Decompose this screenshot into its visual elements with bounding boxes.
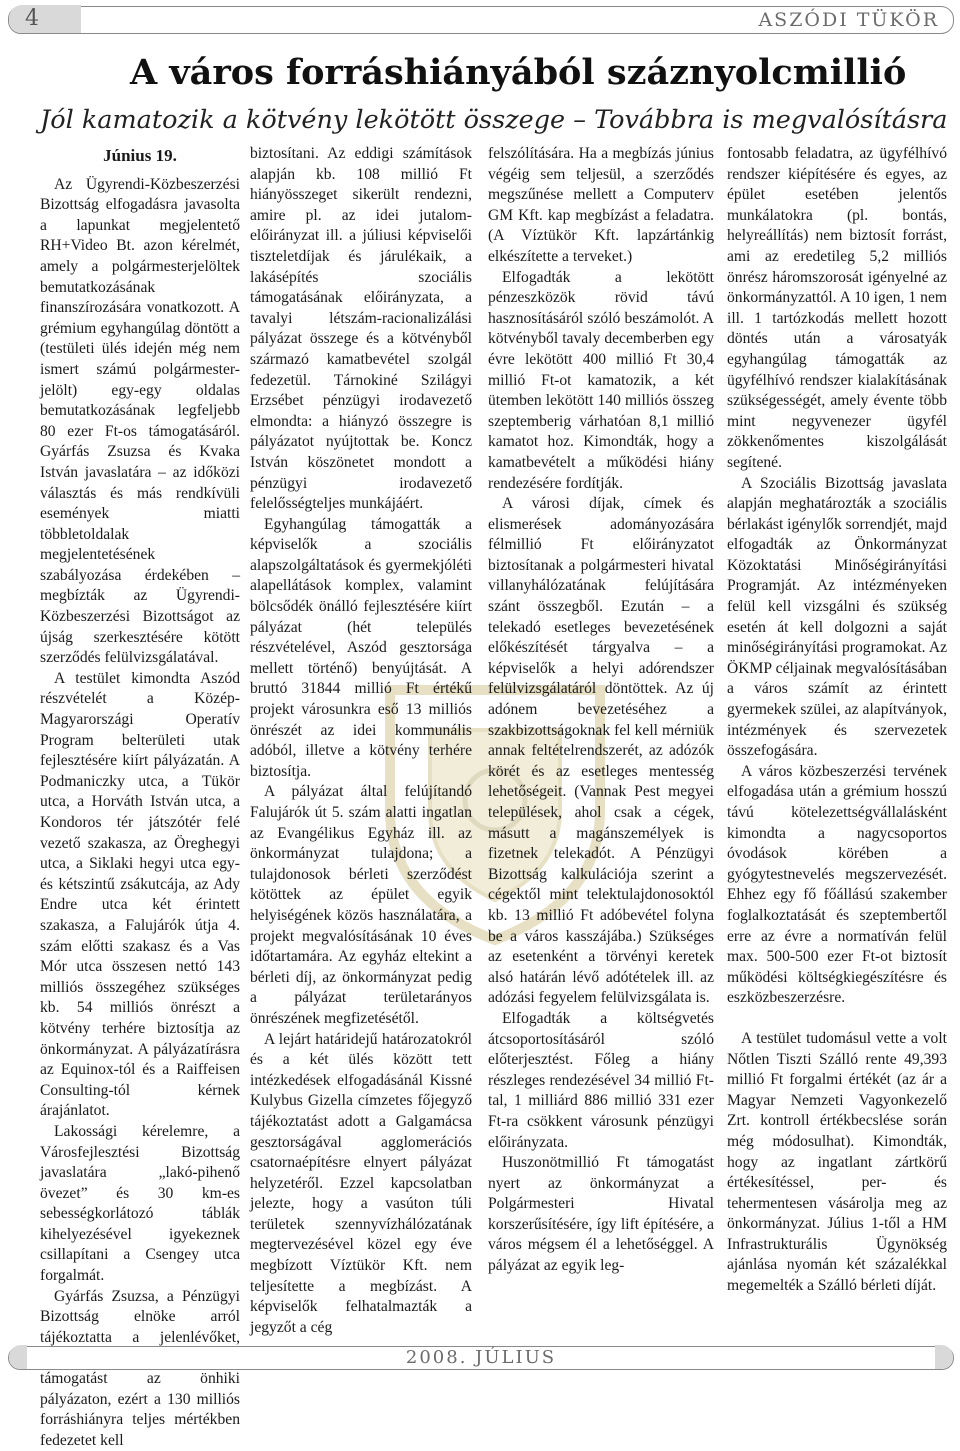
paragraph: A városi díjak, címek és elismerések adományozására félmillió Ft előirányzatot biztosítanak a polgármesteri hivatal villanyhálózatának felújítására szánt összegből. Ezután – a telekadó esetleges bevezetésének előkészítését tárgyalva – a képviselők a helyi adórendszer felülvizsgálatáról döntöttek. Az új adónem bevezetéséhez a szakbizottságoknak fel kell mérniük annak feltételrendszerét, az adózók körét és az esetleges mentesség lehetőségeit. (Vannak Pest megyei települések, ahol csak a cégek, másutt a magánszemélyek is fizetnek telekadót. A Pénzügyi Bizottság kalkulációja szerint a cégektől mint telektulajdonosoktól kb. 13 millió Ft adóbevétel folyna be a város kasszájába.) Szükséges az esetenként a törvényi keretek alsó határán lévő adótételek ill. az adózási fegyelem felülvizsgálata is. [488,495,714,1007]
issue-date: 2008. JÚLIUS [405,1347,557,1368]
paragraph: Elfogadták a lekötött pénzeszközök rövid távú hasznosításáról szóló beszámolót. A kötvényből tavaly decemberben egy évre lekötött 400 millió Ft 30,4 millió Ft-ot kamatozik, a két ütemben lekötött 140 milliós összeg szeptemberig várhatóan 8,1 millió kamatot hoz. Kimondták, hogy a kamatbevételt a működési hiány rendezésére fordítják. [488,268,714,492]
text-column-3 [488,144,714,1329]
paragraph: A Szociális Bizottság javaslata alapján meghatározták a szociális bérlakást igénylők sorrendjét, majd elfogadták az Önkormányzat Közoktatási Minőségirányítási Programját. Az intézményeken felül kell vizsgálni és szükség esetén át kell dolgozni a saját minőségirányítási programokat. Az ÖKMP céljainak megvalósításában a város számít az érintett gyermekek szülei, az alapítványok, intézmények és szervezetek összefogására. [727,474,947,760]
paragraph: A lejárt határidejű határozatokról és a két ülés között tett intézkedések elfogadásánál Kissné Kulybus Gizella címzetes főjegyző tájékoztatást adott a Galgamácsa gesztorságával agglomerációs csatornaépítésre elnyert pályázat helyzetéről. Ezzel kapcsolatban jelezte, hogy a vasúton túli területek szennyvízhálózatának megtervezésével közel egy éve megbízott Víztükör Kft. nem teljesítette a megbízást. A képviselők felhatalmazták a jegyzőt a cég [250,1030,472,1336]
paragraph: Egyhangúlag támogatták a képviselők a szociális alapszolgáltatások és gyermekjóléti alapellátások komplex, valamint bölcsődék önálló fejlesztésére kiírt pályázat (hét település részvételével, Aszód gesztorsága mellett történő) benyújtását. A bruttó 31844 millió Ft értékű projekt városunkra eső 13 milliós önrészét az idei kommunális adóból, illetve a kötvény terhére biztosítja. [250,515,472,780]
page-header-bar [8,6,954,34]
paragraph: Gyárfás Zsuzsa, a Pénzügyi Bizottság elnöke arról tájékoztatta a jelenlévőket, támogatást az önhiki pályázaton, ezért a 130 milliós forráshiányra teljes mértékben fedezetet kell [40,1287,240,1449]
paragraph: A pályázat által felújítandó Falujárók út 5. szám alatti ingatlan az Evangélikus Egyház ill. az önkormányzat tulajdona; a tulajdonosok bérleti szerződést kötöttek az épület egyik helyiségének közös használatára, a projekt megvalósításának 10 éves időtartamára. Az egyház eltekint a bérleti díj, az önkormányzat pedig a pályázat területarányos önrészének megfizetésétől. [250,783,472,1027]
paragraph: biztosítani. Az eddigi számítások alapján kb. 108 millió Ft hiányösszeget sikerült rendezni, amire pl. az idei jutalom-előirányzat ill. a júliusi képviselői tiszteletdíjak és járulékaik, a lakásépítés szociális támogatásának előirányzata, a tavalyi létszám-racionalizálási pályázat összege és a kötvényből származó kamatbevétel szolgál fedezetül. Tárnokiné Szilágyi Erzsébet pénzügyi irodavezető elmondta: a hiányzó összegre is pályázatot nyújtottak be. Koncz István köszönetet mondott a pénzügyi irodavezető felelősségteljes munkájáért. [250,145,472,513]
paragraph: A testület kimondta Aszód részvételét a Közép-Magyarországi Operatív Program belterületi utak fejlesztésére kiírt pályázatán. A Podmaniczky utca, a Tükör utca, a Horváth István utca, a Kondoros tér játszótér felé vezető szakasza, az Öreghegyi utca, a Siklaki hegyi utca egy- és kétszintű zsákutcája, az Ady Endre utca két érintett szakasza, a Falujárók útja 4. szám előtti szakasz és a Vas Mór utca összesen nettó 143 milliós összegéhez szükséges kb. 54 milliós önrészt a kötvény terhére biztosítja az önkormányzat. A pályázatírásra az Equinox-tól és a Raiffeisen Consulting-tól kérnek árajánlatot. [40,669,240,1120]
paragraph: Az Ügyrendi-Közbeszerzési Bizottság elfogadásra javasolta a lapunkat megjelentető RH+Video Bt. azon kérelmét, amely a polgármesterjelöltek bemutatkozásának finanszírozására vonatkozott. A grémium egyhangúlag döntött a (testületi ülés idején még nem ismert számú polgármester-jelölt) egy-egy oldalas bemutatkozásának legfeljebb 80 ezer Ft-os támogatásáról. Gyárfás Zsuzsa és Kvaka István javaslatára – az időközi választás és más rendkívüli események miatti többletoldalak megjelentetésének szabályozása érdekében – megbízták az Ügyrendi-Közbeszerzési Bizottságot az újság szerkesztésére kötött szerződés felülvizsgálatával. [40,175,240,667]
paragraph: Huszonötmillió Ft támogatást nyert az önkormányzat a Polgármesteri Hivatal korszerűsítésére, így lift építésére, a város mégsem él a lehetőséggel. A pályázat az egyik leg- [488,1154,714,1275]
paragraph: Elfogadták a költségvetés átcsoportosításáról szóló előterjesztést. Főleg a hiány részleges rendezésével 34 millió Ft-tal, 1 milliárd 886 millió 331 ezer Ft-ra csökkent városunk pénzügyi előirányzata. [488,1009,714,1151]
article-subheadline: Jól kamatozik a kötvény lekötött összege – Továbbra is megvalósításra [40,105,948,135]
publication-title: ASZÓDI TÜKÖR [758,9,939,31]
article-headline: A város forráshiányából száznyolcmillió [130,52,907,93]
page-footer-bar [8,1346,954,1370]
paragraph: Lakossági kérelemre, a Városfejlesztési Bizottság javaslatára „lakó-pihenő övezet” és 30 km-es sebességkorlátozó táblák kihelyezésével igyekeznek csillapítani a Csengey utca forgalmát. [40,1122,240,1285]
page-number: 4 [9,5,81,33]
paragraph: felszólítására. Ha a megbízás június végéig sem teljesül, a szerződés megszűnése mellett a Computerv GM Kft. kap megbízást a feladatra. (A Víztükör Kft. lapzártánkig elkészítette a terveket.) [488,145,714,265]
text-column-4 [727,144,947,1329]
text-column-1 [40,144,240,1449]
paragraph: A testület tudomásul vette a volt Nőtlen Tiszti Szálló rente 49,393 millió Ft forgalmi értékét (az ár a Magyar Nemzeti Vagyonkezelő Zrt. kontroll értékbecslése során még módosulhat). Kimondták, hogy az ingatlant zártkörű értékesítéssel, per- és tehermentesen vásárolja meg az önkormányzat. Július 1-től a HM Infrastrukturális Ügynökség ajánlása nyomán két százalékkal megemelték a Szálló bérleti díját. [727,1029,947,1295]
text-column-2 [250,144,472,1336]
paragraph: fontosabb feladatra, az ügyfélhívó rendszer kiépítésére és egyes, az épület esetében jelentős munkálatokra (pl. bontás, helyreállítás) nem biztosít forrást, ami az eredetileg 5,2 milliós önrész háromszorosát igényelné az önkormányzattól. A 10 igen, 1 nem ill. 1 tartózkodás mellett hozott döntés után a városatyák egyhangúlag támogatták az ügyfélhívó rendszer kialakításának szükségességét, amely évente több mint negyvenezer ügyfél zökkenőmentes kiszolgálását segítené. [727,145,947,471]
meeting-date: Június 19. [103,146,177,165]
paragraph: A város közbeszerzési tervének elfogadása után a grémium hosszú távú kötelezettségvállalásként kimondta a nagycsoportos óvodások körében a gyógytestnevelés megszervezését. Ehhez egy fő főállású szakember foglalkoztatását és szeptembertől erre az évre a normatíván felül max. 500-500 ezer Ft-ot biztosít működési költségkiegészítésre és eszközbeszerzésre. [727,762,947,1007]
